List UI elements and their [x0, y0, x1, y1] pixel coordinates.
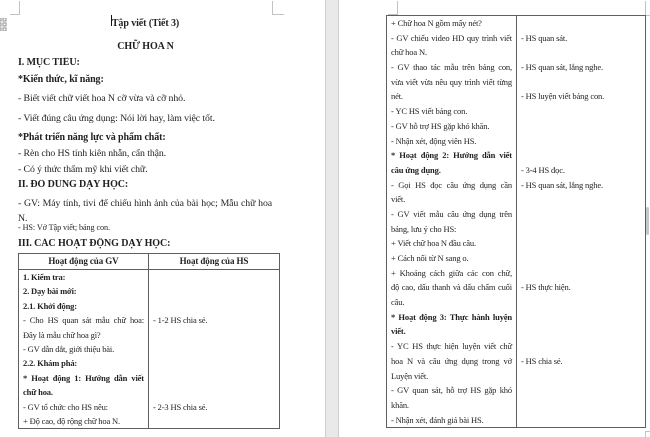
- table-row: [387, 280, 645, 295]
- hs-cell: [149, 356, 279, 370]
- hs-cell: [149, 299, 279, 313]
- doc-line: - Biết viết chữ viết hoa N cỡ vừa và cỡ nhỏ.: [18, 93, 186, 104]
- lesson-title: Tập viết (Tiết 3): [111, 18, 180, 29]
- table-row: [387, 104, 645, 119]
- gv-cell: - YC HS thực hiện luyện viết chữ: [387, 339, 517, 354]
- gv-cell: 2.1. Khởi động:: [19, 299, 149, 313]
- hs-cell: [517, 45, 645, 60]
- table-row: [387, 134, 645, 149]
- table-row: [387, 192, 645, 207]
- hs-cell: [517, 295, 645, 310]
- gv-cell: - YC HS viết bảng con.: [387, 104, 517, 119]
- hs-cell: [517, 339, 645, 354]
- activities-table-continued: [386, 15, 646, 428]
- doc-line: - Viết đúng câu ứng dụng: Nói lời hay, làm việc tốt.: [18, 113, 215, 124]
- gv-cell: - GV quan sát, hỗ trợ HS gặp khó: [387, 383, 517, 398]
- table-row: [19, 371, 279, 385]
- table-row: [387, 413, 645, 428]
- hs-cell: [517, 324, 645, 339]
- table-row: [387, 369, 645, 384]
- margin-mark: [645, 431, 650, 432]
- page-2[interactable]: [338, 0, 650, 437]
- gv-cell: - GV viết mẫu câu ứng dụng trên: [387, 207, 517, 222]
- gv-cell: - GV thao tác mẫu trên bảng con,: [387, 60, 517, 75]
- hs-column-header: Hoạt động của HS: [179, 256, 249, 266]
- hs-cell: [517, 148, 645, 163]
- hs-cell: - 1-2 HS chia sẻ.: [153, 315, 208, 326]
- activities-table: [18, 253, 280, 429]
- hs-cell: [517, 398, 645, 413]
- gv-cell: - GV chiếu video HD quy trình viết: [387, 31, 517, 46]
- gv-cell: * Hoạt động 3: Thực hành luyện: [387, 310, 517, 325]
- doc-line: *Kiến thức, kĩ năng:: [18, 74, 104, 85]
- table-row: [387, 398, 645, 413]
- table-row: [387, 310, 645, 325]
- table-row: [19, 270, 279, 284]
- hs-cell: [149, 284, 279, 298]
- gv-cell: - Nhận xét, động viên HS.: [387, 134, 517, 149]
- table-row: [387, 60, 645, 75]
- hs-cell: [517, 383, 645, 398]
- gv-cell: độ cao, dấu thanh và dấu chấm cuối: [387, 280, 517, 295]
- gv-cell: câu ứng dụng.: [387, 163, 517, 178]
- gv-cell: Đây là mẫu chữ hoa gì?: [19, 328, 149, 342]
- lesson-body: [18, 57, 272, 253]
- hs-cell: - 3-4 HS đọc.: [521, 164, 565, 175]
- table-row: [387, 295, 645, 310]
- table-row: [19, 299, 279, 313]
- table-row: [387, 324, 645, 339]
- table-row: [387, 178, 645, 193]
- margin-mark: [272, 14, 284, 15]
- hs-cell: [517, 192, 645, 207]
- doc-line: - Rèn cho HS tính kiên nhẫn, cẩn thận.: [18, 148, 167, 159]
- doc-line: III. CÁC HOẠT ĐỘNG DẠY HỌC:: [18, 238, 171, 249]
- hs-cell: [517, 119, 645, 134]
- table-row: [387, 45, 645, 60]
- margin-mark: [645, 1, 646, 15]
- hs-cell: [517, 222, 645, 237]
- gv-cell: vừa viết vừa nêu quy trình viết từng: [387, 75, 517, 90]
- table-row: [387, 75, 645, 90]
- table-row: [19, 328, 279, 342]
- hs-cell: [517, 310, 645, 325]
- hs-cell: [517, 236, 645, 251]
- table-row: [19, 313, 279, 327]
- hs-cell: - HS thực hiện.: [521, 282, 571, 293]
- gv-cell: - Nhận xét, đánh giá bài HS.: [387, 413, 517, 428]
- drag-handle-icon[interactable]: [0, 18, 7, 31]
- gv-cell: - GV dẫn dắt, giới thiệu bài.: [19, 342, 149, 356]
- table-row: [19, 284, 279, 298]
- gv-cell: khăn.: [387, 398, 517, 413]
- table-row: [387, 119, 645, 134]
- gv-cell: * Hoạt động 2: Hướng dẫn viết: [387, 148, 517, 163]
- gv-cell: - GV hỗ trợ HS gặp khó khăn.: [387, 119, 517, 134]
- table-row: [19, 342, 279, 356]
- gv-cell: + Cách nối từ N sang o.: [387, 251, 517, 266]
- gv-cell: nét.: [387, 89, 517, 104]
- margin-mark: [397, 1, 398, 14]
- table-row: [387, 339, 645, 354]
- hs-cell: - HS luyện viết bảng con.: [521, 91, 605, 102]
- table-row: [387, 16, 645, 31]
- hs-cell: - HS quan sát, lắng nghe.: [521, 62, 603, 73]
- table-header-row: [19, 254, 279, 270]
- gv-column-header: Hoạt động của GV: [19, 254, 149, 269]
- gv-cell: 1. Kiểm tra:: [19, 270, 149, 284]
- hs-cell: [517, 413, 645, 428]
- hs-cell: - HS quan sát, lắng nghe.: [521, 179, 603, 190]
- hs-cell: - HS chia sẻ.: [521, 355, 563, 366]
- table-row: [387, 207, 645, 222]
- gv-cell: Luyện viết.: [387, 369, 517, 384]
- table-row: [387, 89, 645, 104]
- gv-cell: + Viết chữ hoa N đầu câu.: [387, 236, 517, 251]
- hs-cell: [149, 414, 279, 428]
- hs-cell: [517, 134, 645, 149]
- hs-cell: [517, 207, 645, 222]
- gv-cell: viết.: [387, 324, 517, 339]
- gv-cell: chữ hoa N.: [387, 45, 517, 60]
- table-row: [19, 414, 279, 428]
- hs-cell: [517, 369, 645, 384]
- table-row: [387, 31, 645, 46]
- scrollbar-thumb[interactable]: [646, 207, 649, 235]
- doc-line: - GV: Máy tính, tivi để chiếu hình ảnh của bài học; Mẫu chữ hoa: [18, 198, 272, 209]
- doc-line: *Phát triển năng lực và phẩm chất:: [18, 132, 166, 143]
- table-row: [387, 222, 645, 237]
- gv-cell: + Khoảng cách giữa các con chữ,: [387, 266, 517, 281]
- gv-cell: câu.: [387, 295, 517, 310]
- margin-mark: [272, 1, 273, 14]
- gv-cell: bảng, lưu ý cho HS:: [387, 222, 517, 237]
- table-row: [387, 266, 645, 281]
- table-row: [387, 383, 645, 398]
- doc-line: II. ĐỒ DÙNG DẠY HỌC:: [18, 179, 129, 190]
- hs-cell: - 2-3 HS chia sẻ.: [153, 401, 208, 412]
- table-row: [387, 148, 645, 163]
- gv-cell: + Độ cao, độ rộng chữ hoa N.: [19, 414, 149, 428]
- table-row: [19, 356, 279, 370]
- hs-cell: [149, 385, 279, 399]
- hs-cell: [517, 266, 645, 281]
- doc-line: - HS: Vở Tập viết; bảng con.: [18, 223, 110, 232]
- gv-cell: - Gọi HS đọc câu ứng dụng cần: [387, 178, 517, 193]
- gv-cell: - Cho HS quan sát mẫu chữ hoa:: [19, 313, 149, 327]
- gv-cell: hoa N và câu ứng dụng trong vở: [387, 354, 517, 369]
- hs-cell: [517, 75, 645, 90]
- hs-cell: - HS quan sát.: [521, 32, 568, 43]
- doc-line: - Có ý thức thẩm mỹ khi viết chữ.: [18, 164, 148, 175]
- table-row: [19, 400, 279, 414]
- hs-cell: [517, 16, 645, 31]
- gv-cell: viết.: [387, 192, 517, 207]
- gv-cell: - GV tổ chức cho HS nêu:: [19, 400, 149, 414]
- table-row: [387, 354, 645, 369]
- hs-cell: [517, 251, 645, 266]
- gv-cell: + Chữ hoa N gồm mấy nét?: [387, 16, 517, 31]
- table-row: [387, 251, 645, 266]
- hs-cell: [149, 371, 279, 385]
- gv-cell: * Hoạt động 1: Hướng dẫn viết: [19, 371, 149, 385]
- gv-cell: 2. Dạy bài mới:: [19, 284, 149, 298]
- table-row: [387, 236, 645, 251]
- doc-line: N.: [18, 213, 28, 223]
- table-row: [387, 163, 645, 178]
- document-titles: [19, 12, 272, 58]
- doc-line: I. MỤC TIÊU:: [18, 57, 80, 68]
- hs-cell: [149, 342, 279, 356]
- table-row: [19, 385, 279, 399]
- lesson-subtitle: CHỮ HOA N: [117, 41, 174, 52]
- gv-cell: chữ hoa.: [19, 385, 149, 399]
- hs-cell: [517, 104, 645, 119]
- hs-cell: [149, 270, 279, 284]
- hs-cell: [149, 328, 279, 342]
- gv-cell: 2.2. Khám phá:: [19, 356, 149, 370]
